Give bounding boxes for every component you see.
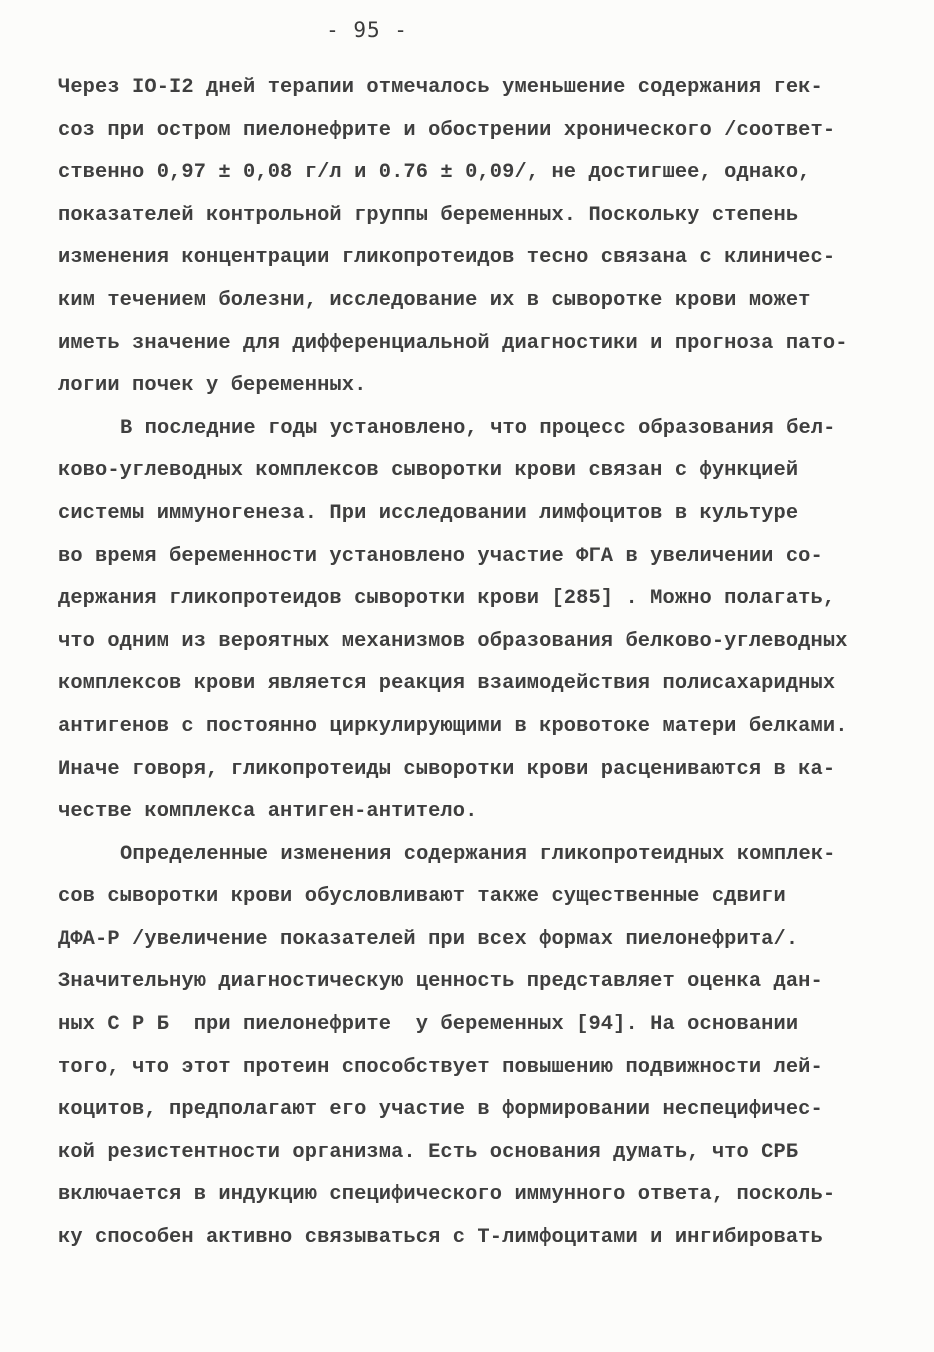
text-line: комплексов крови является реакция взаимодействия полисахаридных [58, 672, 836, 696]
text-line: того, что этот протеин способствует повышению подвижности лей- [58, 1055, 823, 1079]
text-line: ку способен активно связываться с Т-лимфоцитами и ингибировать [58, 1226, 823, 1250]
text-line: ким течением болезни, исследование их в сыворотке крови может [58, 288, 811, 312]
text-line: что одним из вероятных механизмов образования белково-углеводных [58, 629, 848, 653]
text-line: во время беременности установлено участие ФГА в увеличении со- [58, 544, 823, 568]
text-line: Иначе говоря, гликопротеиды сыворотки крови расцениваются в ка- [58, 757, 836, 781]
page-number: - 95 - [326, 18, 408, 42]
text-line: ных С Р Б при пиелонефрите у беременных [94]. На основании [58, 1013, 799, 1037]
text-line: логии почек у беременных. [58, 374, 367, 398]
text-line: показателей контрольной группы беременных. Поскольку степень [58, 203, 799, 227]
text-line: включается в индукцию специфического иммунного ответа, посколь- [58, 1183, 836, 1207]
text-line: соз при остром пиелонефрите и обострении хронического /соответ- [58, 118, 836, 142]
paragraph-first-line: Определенные изменения содержания гликопротеидных комплек- [120, 842, 836, 866]
text-line: иметь значение для дифференциальной диагностики и прогноза пато- [58, 331, 848, 355]
text-line: системы иммуногенеза. При исследовании лимфоцитов в культуре [58, 501, 799, 525]
paragraph-first-line: В последние годы установлено, что процесс образования бел- [120, 416, 836, 440]
text-line: антигенов с постоянно циркулирующими в кровотоке матери белками. [58, 714, 848, 738]
text-line: ственно 0,97 ± 0,08 г/л и 0.76 ± 0,09/, не достигшее, однако, [58, 161, 811, 185]
text-line: держания гликопротеидов сыворотки крови [285] . Можно полагать, [58, 587, 836, 611]
body-text [58, 67, 888, 1260]
text-line: ково-углеводных комплексов сыворотки крови связан с функцией [58, 459, 799, 483]
text-line: изменения концентрации гликопротеидов тесно связана с клиничес- [58, 246, 836, 270]
text-line: кой резистентности организма. Есть основания думать, что СРБ [58, 1140, 799, 1164]
text-line: честве комплекса антиген-антитело. [58, 800, 478, 824]
text-line: коцитов, предполагают его участие в формировании неспецифичес- [58, 1098, 823, 1122]
text-line: Значительную диагностическую ценность представляет оценка дан- [58, 970, 823, 994]
text-line: сов сыворотки крови обусловливают также существенные сдвиги [58, 885, 786, 909]
text-line: ДФА-Р /увеличение показателей при всех формах пиелонефрита/. [58, 927, 799, 951]
text-line: Через IO-I2 дней терапии отмечалось уменьшение содержания гек- [58, 76, 823, 99]
